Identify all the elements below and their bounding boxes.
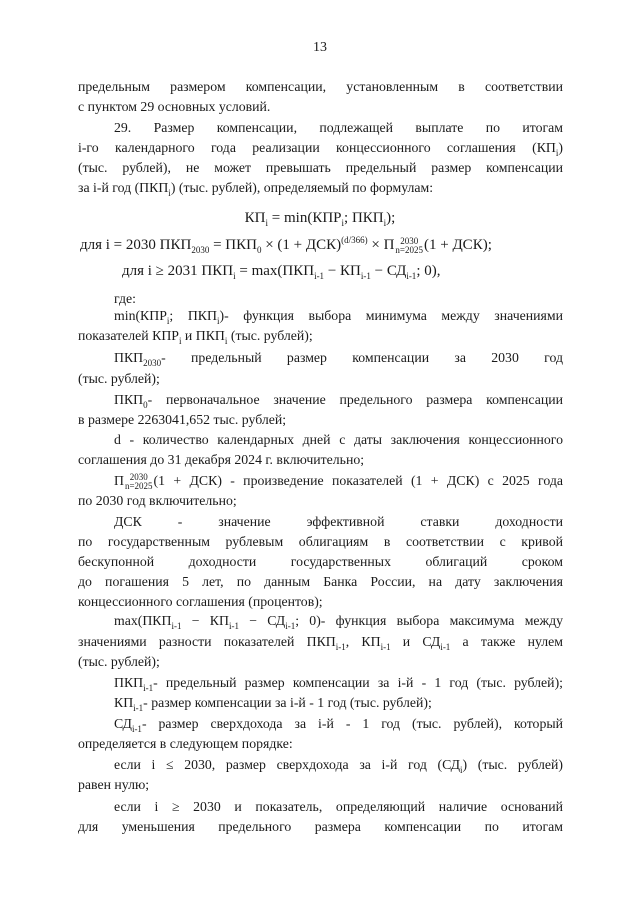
page-number: 13 [313, 40, 327, 55]
condition-ge-2030: если i ≥ 2030 и показатель, определяющий наличие оснований [114, 799, 563, 814]
text-line: i-го календарного года реализации концессионного соглашения $(КП_i)$ [78, 140, 563, 158]
paragraph-29-start: 29. Размер компенсации, подлежащей выплате по итогам [114, 120, 563, 135]
formula-pkp-2031: для i ≥ 2031 $ПКП_i = \max(ПКП_{i-1} - КП_{i-1} - СД_{i-1}$; 0), [122, 263, 441, 281]
definition-d: d - количество календарных дней с даты заключения концессионного [114, 432, 563, 447]
text-line: бескупонной доходности государственных облигаций сроком [78, 554, 563, 569]
condition-le-2030: если i ≤ 2030, размер сверхдохода за i-й год $(СД_i)$ (тыс. рублей) [114, 757, 563, 775]
definition-pkp-prev: $ПКП_{i-1}-$ предельный размер компенсации за i-й - 1 год (тыс. рублей); [114, 675, 563, 693]
text-line: в размере 2263041,652 тыс. рублей; [78, 412, 287, 427]
text-line: (тыс. рублей), не может превышать предельный размер компенсации [78, 160, 563, 175]
text-line: до погашения 5 лет, по данным Банка России, на дату заключения [78, 574, 563, 589]
formula-pkp-2030: для i = 2030 $ПКП_{2030} = ПКП_0 \times (1 + ДСК)^{(d/366)} \times \Pi$ 2030 n=2025 (1 + ДСК); [80, 235, 492, 255]
text-line: значениями разности показателей $ПКП_{i-1}$, $КП_{i-1}$ и $СД_{i-1}$ а также нулем [78, 634, 563, 652]
text-line: (тыс. рублей); [78, 654, 160, 669]
text-line: предельным размером компенсации, установленным в соответствии [78, 79, 563, 94]
text-line: для уменьшения предельного размера компенсации по итогам [78, 819, 563, 834]
definition-pkp-2030: $ПКП_{2030}-$ предельный размер компенсации за 2030 год [114, 350, 563, 368]
definition-dsk: ДСК - значение эффективной ставки доходности [114, 514, 563, 529]
text-line: по 2030 год включительно; [78, 493, 237, 508]
text-line: показателей $КПР_i$ и $ПКП_i$ (тыс. рублей); [78, 328, 313, 346]
definition-kp-prev: $КП_{i-1}-$ размер компенсации за i-й - 1 год (тыс. рублей); [114, 695, 432, 713]
text-line: с пунктом 29 основных условий. [78, 99, 271, 114]
definition-max: $\max(ПКП_{i-1} - КП_{i-1} - СД_{i-1}$; 0)- функция выбора максимума между [114, 613, 563, 631]
text-line: (тыс. рублей); [78, 371, 160, 386]
text-line: соглашения до 31 декабря 2024 г. включительно; [78, 452, 365, 467]
definition-pkp0: $ПКП_0-$ первоначальное значение предельного размера компенсации [114, 392, 563, 410]
text-line: по государственным рублевым облигациям в соответствии с кривой [78, 534, 563, 549]
definition-min: $\min(КПР_i$; $ПКП_i)-$ функция выбора минимума между значениями [114, 308, 563, 326]
text-line: концессионного соглашения (процентов); [78, 594, 323, 609]
definition-product: Π 2030 n=2025 (1 + ДСК) - произведение показателей (1 + ДСК) с 2025 года [114, 471, 563, 491]
text-line: за i-й год $(ПКП_i)$ (тыс. рублей), определяемый по формулам: [78, 180, 434, 198]
text-line: определяется в следующем порядке: [78, 736, 293, 751]
definition-sd-prev: $СД_{i-1}-$ размер сверхдохода за i-й - 1 год (тыс. рублей), который [114, 716, 563, 734]
text-line: равен нулю; [78, 777, 150, 792]
where-label: где: [114, 291, 136, 306]
formula-kp: $КП_i = \min(КПР_i$; $ПКП_i$); [244, 210, 396, 228]
